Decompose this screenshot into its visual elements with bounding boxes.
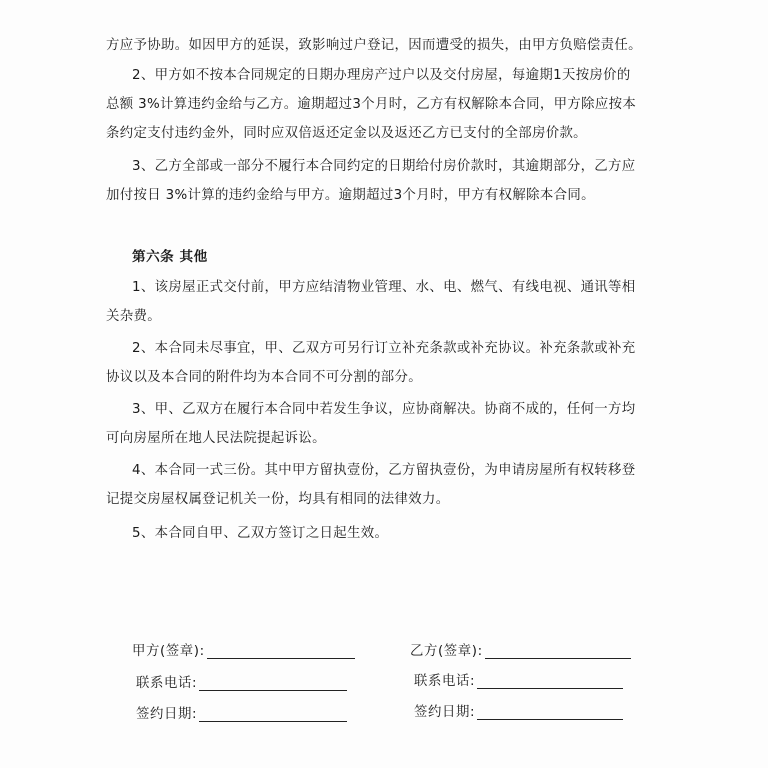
text-line: 条约定支付违约金外，同时应双倍返还定金以及返还乙方已支付的全部房价款。	[106, 126, 587, 141]
party-b-phone-field[interactable]	[477, 674, 623, 689]
text-line: 4、本合同一式三份。其中甲方留执壹份，乙方留执壹份，为申请房屋所有权转移登	[132, 463, 636, 478]
party-b-sign-field[interactable]	[485, 644, 631, 659]
party-b-sign-row	[410, 640, 631, 659]
text-line: 3、甲、乙双方在履行本合同中若发生争议，应协商解决。协商不成的，任何一方均	[132, 402, 636, 417]
party-a-phone-field[interactable]	[199, 676, 347, 691]
text-line: 3、乙方全部或一部分不履行本合同约定的日期给付房价款时，其逾期部分，乙方应	[132, 159, 636, 174]
party-a-date-field[interactable]	[199, 707, 347, 722]
party-b-sign-label: 乙方(签章):	[410, 644, 483, 659]
text-line: 加付按日 3%计算的违约金给与甲方。逾期超过3个月时，甲方有权解除本合同。	[106, 188, 595, 203]
party-a-date-label: 签约日期:	[136, 707, 198, 722]
party-b-phone-row	[414, 670, 623, 689]
section6-item-3	[106, 395, 646, 453]
text-line: 2、甲方如不按本合同规定的日期办理房产过户以及交付房屋，每逾期1天按房价的	[132, 68, 631, 83]
party-a-sign-row	[132, 640, 355, 659]
text-line: 关杂费。	[106, 309, 161, 324]
text-line: 2、本合同未尽事宜，甲、乙双方可另行订立补充条款或补充协议。补充条款或补充	[132, 341, 636, 356]
party-b-date-row	[414, 701, 623, 720]
party-a-sign-label: 甲方(签章):	[132, 644, 205, 659]
section6-item-1	[106, 273, 646, 331]
party-b-date-field[interactable]	[477, 705, 623, 720]
paragraph-clause-3	[106, 152, 646, 210]
text-line: 总额 3%计算违约金给与乙方。逾期超过3个月时，乙方有权解除本合同，甲方除应按本	[106, 97, 637, 112]
party-a-phone-row	[136, 672, 347, 691]
text-line: 1、该房屋正式交付前，甲方应结清物业管理、水、电、燃气、有线电视、通讯等相	[132, 280, 636, 295]
text-line: 可向房屋所在地人民法院提起诉讼。	[106, 431, 326, 446]
section-heading: 第六条 其他	[132, 249, 208, 265]
section6-item-2	[106, 334, 646, 392]
text-line: 记提交房屋权属登记机关一份，均具有相同的法律效力。	[106, 492, 450, 507]
section6-item-4	[106, 456, 646, 514]
text-line: 方应予协助。如因甲方的延误，致影响过户登记，因而遭受的损失，由甲方负赔偿责任。	[106, 38, 642, 53]
paragraph-clause-2	[106, 61, 646, 148]
party-a-sign-field[interactable]	[207, 644, 355, 659]
party-a-phone-label: 联系电话:	[136, 676, 198, 691]
paragraph-continuation	[106, 31, 646, 60]
text-line: 5、本合同自甲、乙双方签订之日起生效。	[132, 526, 389, 541]
section6-item-5	[106, 519, 646, 548]
party-b-date-label: 签约日期:	[414, 705, 476, 720]
party-a-date-row	[136, 703, 347, 722]
text-line: 协议以及本合同的附件均为本合同不可分割的部分。	[106, 370, 423, 385]
party-b-phone-label: 联系电话:	[414, 674, 476, 689]
